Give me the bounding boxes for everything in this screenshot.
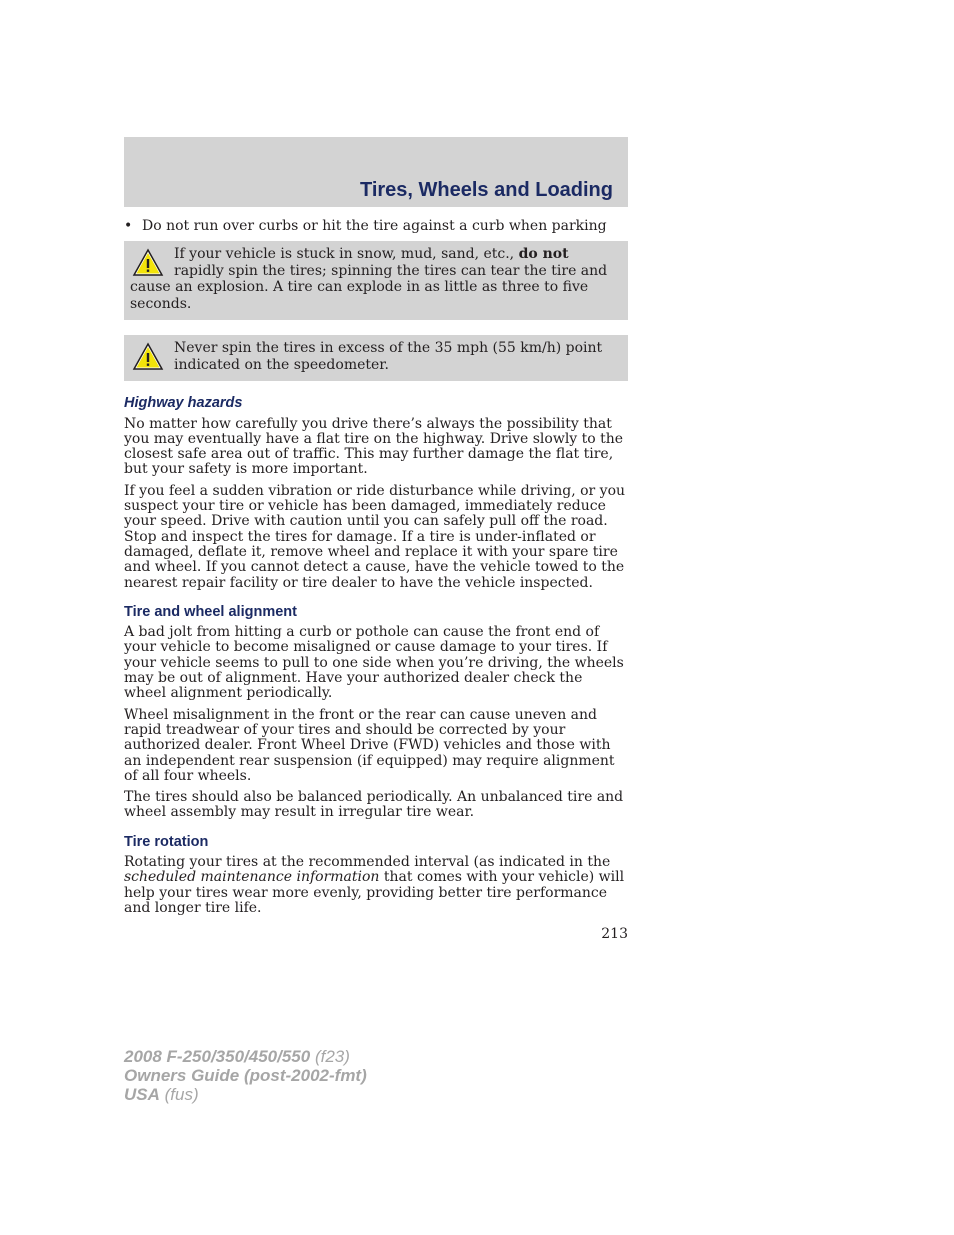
- text-part: that comes with your vehicle) will help your tires wear more evenly, providing better tire performance and longer tire life.: [124, 869, 625, 916]
- document-footer: [124, 1047, 367, 1104]
- paragraph: No matter how carefully you drive there’s always the possibility that you may eventually have a flat tire on the highway. Drive slowly to the closest safe area out of traffic. This may further damage the flat tire, but your safety is more important.: [124, 415, 624, 478]
- warning-box: [124, 335, 628, 381]
- bullet-text: Do not run over curbs or hit the tire against a curb when parking: [142, 218, 607, 234]
- paragraph: If you feel a sudden vibration or ride disturbance while driving, or you suspect your tire or vehicle has been damaged, immediately reduce your speed. Drive with caution until you can safely pull off the road. Stop and inspect the tires for damage. If a tire is under-inflated or damaged, deflate it, remove wheel and replace it with your spare tire and wheel. If you cannot detect a cause, have the vehicle towed to the nearest repair facility or tire dealer to have the vehicle inspected.: [124, 482, 626, 591]
- section-header-band: [124, 137, 628, 207]
- paragraph: The tires should also be balanced periodically. An unbalanced tire and wheel assembly may result in irregular tire wear.: [124, 789, 624, 821]
- footer-guide: Owners Guide (post-2002-fmt): [124, 1066, 367, 1085]
- heading-highway-hazards: Highway hazards: [124, 395, 243, 412]
- footer-market: USA: [124, 1085, 160, 1104]
- section-title: Tires, Wheels and Loading: [359, 179, 613, 201]
- page-content: [124, 219, 628, 922]
- italic-reference: scheduled maintenance information: [124, 869, 380, 886]
- text-part: Rotating your tires at the recommended interval (as indicated in the: [124, 854, 611, 871]
- footer-code: (f23): [310, 1047, 350, 1066]
- warning-triangle-icon: [132, 248, 164, 278]
- footer-line: [124, 1085, 367, 1104]
- paragraph: A bad jolt from hitting a curb or pothole can cause the front end of your vehicle to become misaligned or cause damage to your tires. If your vehicle seems to pull to one side when you’re driving, the wheels may be out of alignment. Have your authorized dealer check the wheel alignment periodically.: [124, 624, 624, 702]
- bullet-dot: •: [124, 218, 133, 234]
- footer-market-code: (fus): [159, 1085, 199, 1104]
- heading-tire-wheel-alignment: Tire and wheel alignment: [124, 603, 297, 620]
- warning-box: [124, 241, 628, 320]
- warning-text: Never spin the tires in excess of the 35 mph (55 km/h) point indicated on the speedometer.: [174, 340, 603, 373]
- paragraph: Wheel misalignment in the front or the rear can cause uneven and rapid treadwear of your tires and should be corrected by your authorized dealer. Front Wheel Drive (FWD) vehicles and those with an independent rear suspension (if equipped) may require alignment of all four wheels.: [124, 706, 615, 784]
- footer-line: [124, 1047, 367, 1066]
- footer-model: 2008 F-250/350/450/550: [124, 1047, 311, 1066]
- bullet-item: [124, 219, 628, 234]
- warning-text-part: If your vehicle is stuck in snow, mud, sand, etc.,: [174, 246, 519, 263]
- warning-triangle-icon: [132, 342, 164, 372]
- footer-line: [124, 1066, 367, 1085]
- paragraph-tire-rotation: [124, 855, 628, 916]
- warning-text-part: rapidly spin the tires; spinning the tires can tear the tire and cause an explosion. A tire can explode in as little as three to five seconds.: [130, 262, 608, 312]
- warning-emphasis: do not: [518, 246, 569, 263]
- page-number: 213: [601, 926, 628, 942]
- heading-tire-rotation: Tire rotation: [124, 833, 209, 850]
